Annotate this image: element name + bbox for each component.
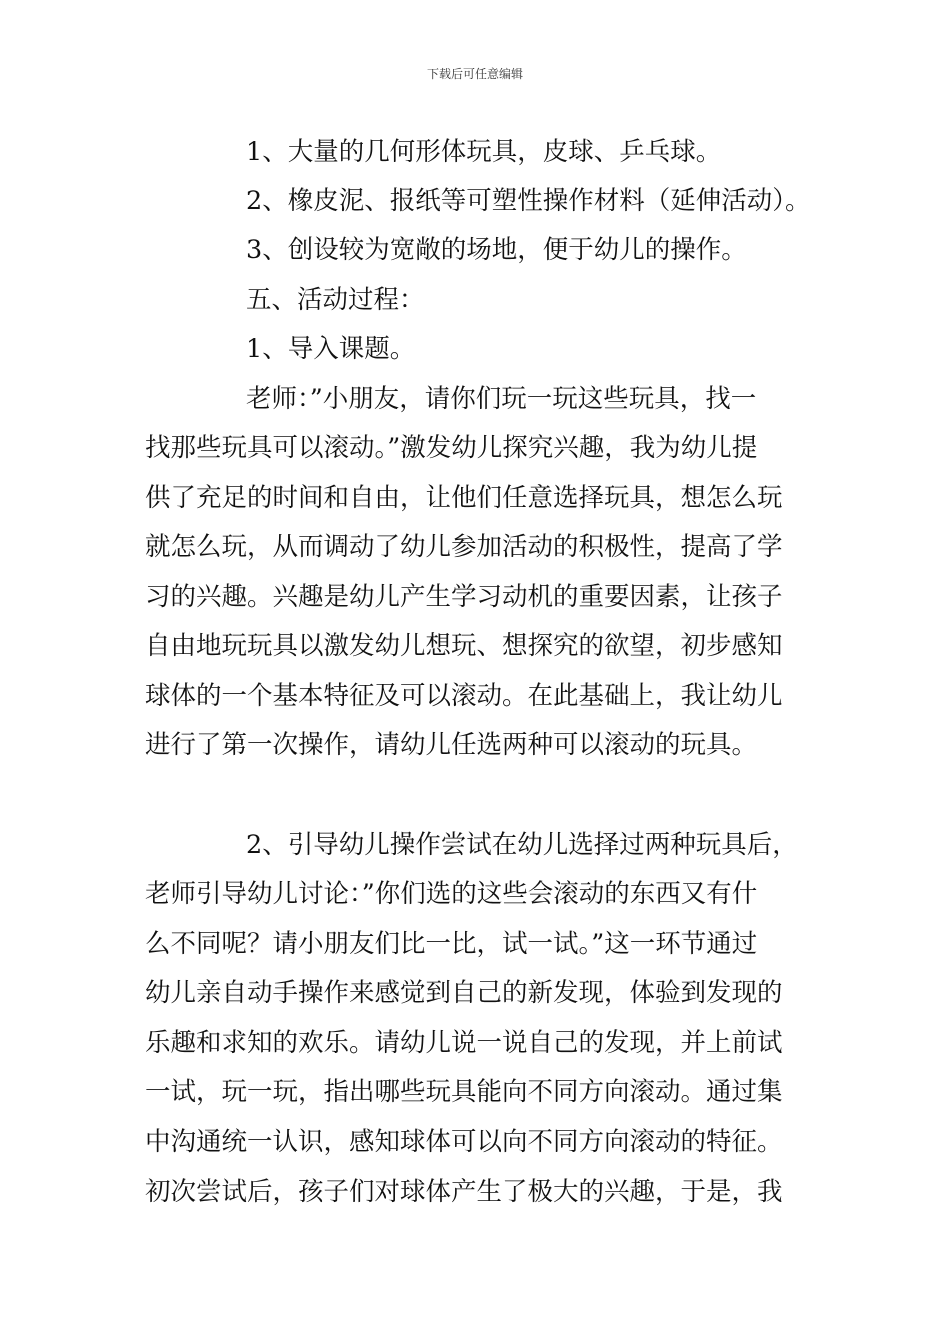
paragraph-1-line-4: 就怎么玩，从而调动了幼儿参加活动的积极性，提高了学: [145, 532, 783, 562]
paragraph-2-line-4: 幼儿亲自动手操作来感觉到自己的新发现，体验到发现的: [145, 978, 783, 1008]
paragraph-2-line-7: 中沟通统一认识，感知球体可以向不同方向滚动的特征。: [145, 1127, 783, 1157]
paragraph-2-line-5: 乐趣和求知的欢乐。请幼儿说一说自己的发现，并上前试: [145, 1028, 783, 1058]
paragraph-1-line-2: 找那些玩具可以滚动。”激发幼儿探究兴趣，我为幼儿提: [145, 433, 758, 463]
paragraph-2-line-2: 老师引导幼儿讨论：”你们选的这些会滚动的东西又有什: [145, 879, 758, 909]
paragraph-2-line-3: 么不同呢？请小朋友们比一比，试一试。”这一环节通过: [145, 929, 758, 959]
material-item-3: 3、创设较为宽敞的场地，便于幼儿的操作。: [246, 235, 747, 265]
paragraph-1-line-8: 进行了第一次操作，请幼儿任选两种可以滚动的玩具。: [145, 730, 758, 760]
paragraph-2-line-6: 一试，玩一玩，指出哪些玩具能向不同方向滚动。通过集: [145, 1077, 783, 1107]
paragraph-2-line-1: 2、引导幼儿操作尝试在幼儿选择过两种玩具后，: [246, 830, 798, 860]
paragraph-1-line-1: 老师：”小朋友，请你们玩一玩这些玩具，找一: [246, 384, 757, 414]
paragraph-2-line-8: 初次尝试后，孩子们对球体产生了极大的兴趣，于是，我: [145, 1177, 783, 1207]
section-heading-activity-process: 五、活动过程：: [246, 285, 425, 315]
material-item-2: 2、橡皮泥、报纸等可塑性操作材料（延伸活动）。: [246, 186, 811, 216]
step-heading-1: 1、导入课题。: [246, 334, 416, 364]
paragraph-1-line-5: 习的兴趣。兴趣是幼儿产生学习动机的重要因素，让孩子: [145, 582, 783, 612]
paragraph-1-line-6: 自由地玩玩具以激发幼儿想玩、想探究的欲望，初步感知: [145, 631, 783, 661]
header-note: 下载后可任意编辑: [426, 67, 523, 81]
paragraph-1-line-7: 球体的一个基本特征及可以滚动。在此基础上，我让幼儿: [145, 681, 783, 711]
paragraph-1-line-3: 供了充足的时间和自由，让他们任意选择玩具，想怎么玩: [145, 483, 783, 513]
material-item-1: 1、大量的几何形体玩具，皮球、乒乓球。: [246, 137, 722, 167]
